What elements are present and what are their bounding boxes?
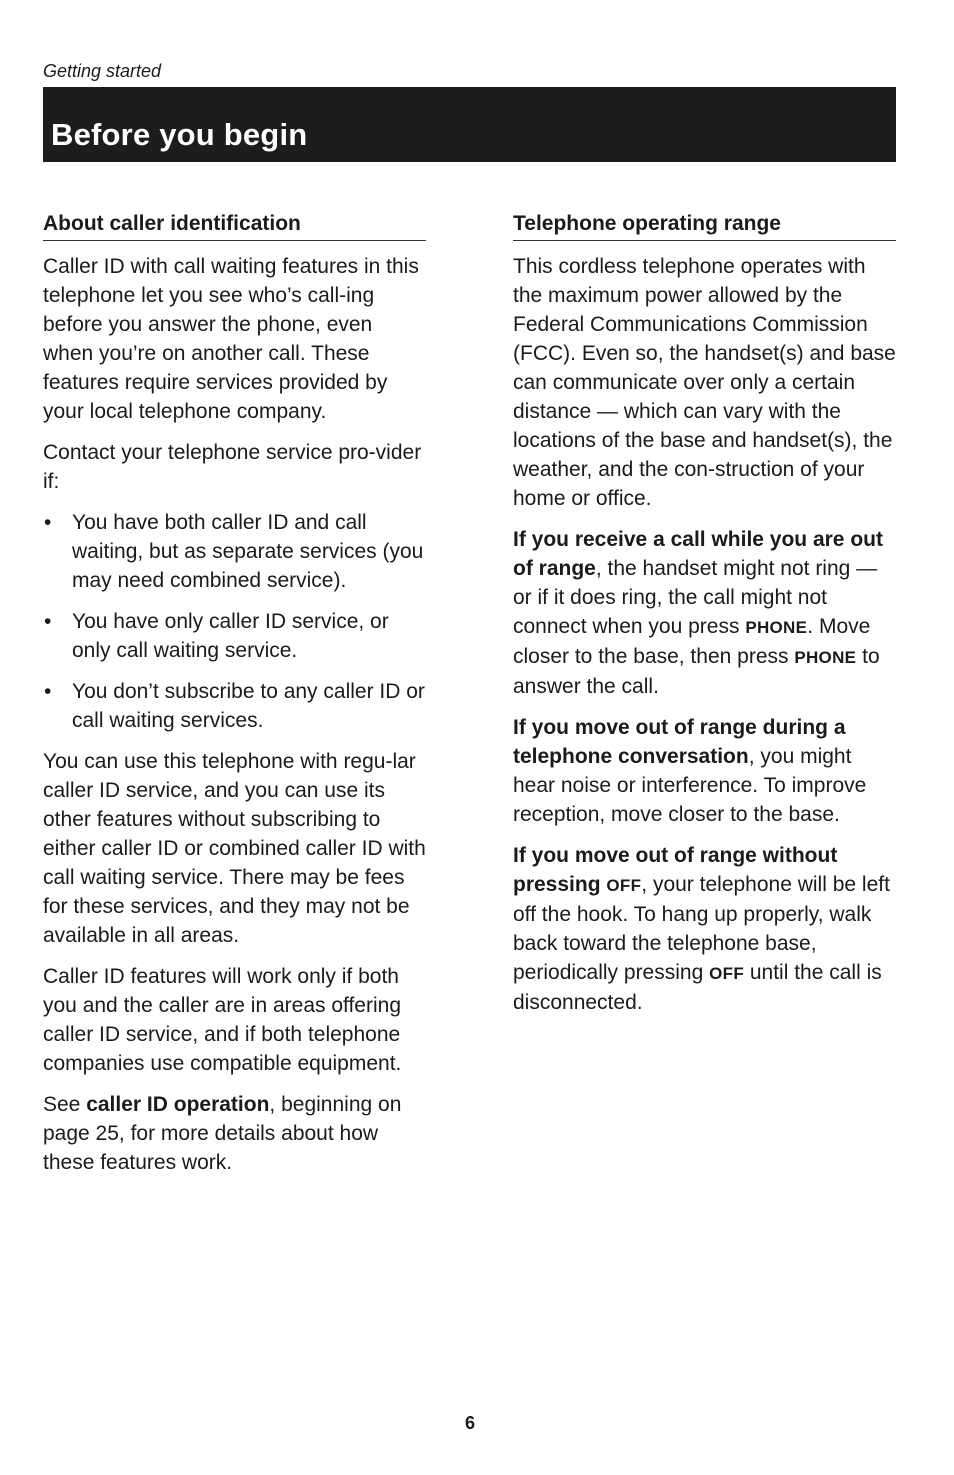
conversation-range-lead: If you move out of range during a telephone conversation [513,716,846,768]
caller-id-intro: Caller ID with call waiting features in this telephone let you see who’s call-ing before you answer the phone, even when you’re on another call. These features require services provided by your local telephone company. [43,255,419,423]
text-run: , the handset might not ring — or if it does ring, the call might not connect when you press [513,557,878,638]
left-column [43,211,426,1189]
list-item-text: You have both caller ID and call waiting, but as separate services (you may need combined service). [72,511,424,592]
see-suffix: , beginning on page 25, for more details about how these features work. [43,1093,402,1174]
caller-id-operation-reference: caller ID operation [86,1093,270,1116]
list-item-text: You don’t subscribe to any caller ID or call waiting services. [72,680,425,732]
text-run: , your telephone will be left off the hook. To hang up properly, walk back toward the telephone base, periodically pressing [513,873,890,984]
right-column [513,211,896,1029]
text-run: until the call is disconnected. [513,961,882,1014]
text-run: to answer the call. [513,645,880,698]
bullet-icon: • [44,511,52,534]
operating-range-intro: This cordless telephone operates with the maximum power allowed by the Federal Communications Commission (FCC). Even so, the handset(s) and base can communicate over only a certain distance — which can vary with the locations of the base and handset(s), the weather, and the con-struction of your home or office. [513,255,896,510]
caller-id-heading: About caller identification [43,211,426,241]
see-prefix: See [43,1093,87,1116]
list-item [43,508,426,595]
list-item [43,677,426,735]
page-number: 6 [464,1413,475,1433]
page-title: Before you begin [51,117,308,152]
bullet-icon: • [44,680,52,703]
off-hook-text [513,841,896,1017]
title-bar [43,87,896,162]
list-item-text: You have only caller ID service, or only call waiting service. [72,610,389,662]
text-run: If you move out of range without pressing [513,844,838,896]
out-of-range-call-text [513,525,896,701]
service-areas-text: Caller ID features will work only if both you and the caller are in areas offering caller ID service, and if both telephone companies use compatible equipment. [43,965,402,1075]
conditions-list [43,508,426,735]
text-run: . Move closer to the base, then press [513,615,871,668]
list-item [43,607,426,665]
text-run: , you might hear noise or interference. To improve reception, move closer to the base. [513,745,867,826]
see-reference-text [43,1090,426,1177]
phone-key-label: PHONE [745,618,808,637]
conversation-range-text [513,713,896,829]
phone-key-label: PHONE [794,648,857,667]
off-key-label: OFF [606,876,642,895]
section-label: Getting started [43,61,162,81]
out-of-range-call-lead: If you receive a call while you are out of range [513,528,883,580]
contact-provider-text: Contact your telephone service pro-vider if: [43,441,422,493]
operating-range-heading: Telephone operating range [513,211,896,241]
regular-service-text: You can use this telephone with regu-lar caller ID service, and you can use its other features without subscribing to either caller ID or combined caller ID with call waiting service. There may be fees for these services, and they may not be available in all areas. [43,750,426,947]
off-key-label: OFF [709,964,745,983]
bullet-icon: • [44,610,52,633]
